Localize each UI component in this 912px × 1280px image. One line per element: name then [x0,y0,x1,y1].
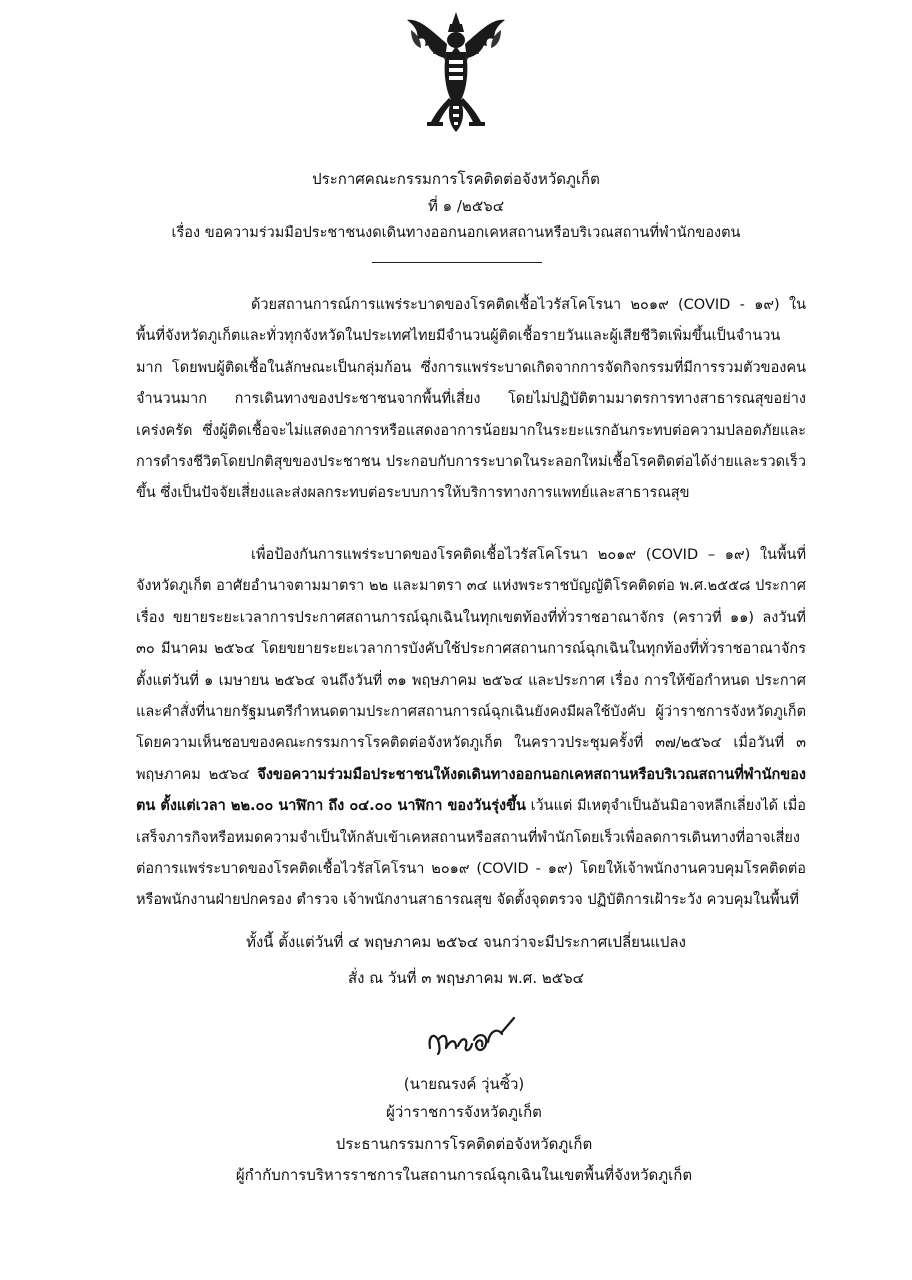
paragraph-2-intro: เพื่อป้องกันการแพร่ระบาดของโรคติดเชื้อไวรัสโคโรนา ๒๐๑๙ (COVID – ๑๙) ในพื้นที่จังหวัดภูเก็ต อาศัยอำนาจตามมาตรา ๒๒ และมาตรา ๓๔ แห่งพระราชบัญญัติโรคติดต่อ พ.ศ.๒๕๕๘ ประกาศ เรื่อง ขยายระยะเวลาการประกาศสถานการณ์ฉุกเฉินในทุกเขตท้องที่ทั่วราชอาณาจักร (คราวที่ ๑๑) ลงวันที่ ๓๐ มีนาคม ๒๕๖๔ โดยขยายระยะเวลาการบังคับใช้ประกาศสถานการณ์ฉุกเฉินในทุกท้องที่ทั่วราชอาณาจักร ตั้งแต่วันที่ ๑ เมษายน ๒๕๖๔ จนถึงวันที่ ๓๑ พฤษภาคม ๒๕๖๔ และประกาศ เรื่อง การให้ข้อกำหนด ประกาศ และคำสั่งที่นายกรัฐมนตรีกำหนดตามประกาศสถานการณ์ฉุกเฉินยังคงมีผลใช้บังคับ ผู้ว่าราชการจังหวัดภูเก็ต โดยความเห็นชอบของคณะกรรมการโรคติดต่อจังหวัดภูเก็ต ในคราวประชุมครั้งที่ ๓๗/๒๕๖๔ เมื่อวันที่ ๓ พฤษภาคม ๒๕๖๔ [136,547,806,783]
paragraph-2-conditions: เว้นแต่ มีเหตุจำเป็นอันมิอาจหลีกเลี่ยงได้ เมื่อเสร็จภารกิจหรือหมดความจำเป็นให้กลับเข้าเคหสถานหรือสถานที่พำนักโดยเร็วเพื่อลดการเดินทางที่อาจเสี่ยงต่อการแพร่ระบาดของโรคติดเชื้อไวรัสโคโรนา ๒๐๑๙ (COVID - ๑๙) โดยให้เจ้าพนักงานควบคุมโรคติดต่อ หรือพนักงานฝ่ายปกครอง ตำรวจ เจ้าพนักงานสาธารณสุข จัดตั้งจุดตรวจ ปฏิบัติการเฝ้าระวัง ควบคุมในพื้นที่ [136,798,806,909]
paragraph-2 [136,540,806,917]
garuda-emblem-icon [401,10,511,135]
signatory-name: (นายณรงค์ วุ่นซิ้ว) [403,1075,525,1093]
issue-date-line: สั่ง ณ วันที่ ๓ พฤษภาคม พ.ศ. ๒๕๖๔ [348,969,584,987]
paragraph-1-block [136,290,806,510]
signatory-position-chairman: ประธานกรรมการโรคติดต่อจังหวัดภูเก็ต [335,1135,593,1153]
signatory-position-governor: ผู้ว่าราชการจังหวัดภูเก็ต [386,1103,542,1121]
paragraph-1: ด้วยสถานการณ์การแพร่ระบาดของโรคติดเชื้อไวรัสโคโรนา ๒๐๑๙ (COVID - ๑๙) ในพื้นที่จังหวัดภูเก็ตและทั่วทุกจังหวัดในประเทศไทยมีจำนวนผู้ติดเชื้อรายวันและผู้เสียชีวิตเพิ่มขึ้นเป็นจำนวนมาก โดยพบผู้ติดเชื้อในลักษณะเป็นกลุ่มก้อน ซึ่งการแพร่ระบาดเกิดจากการจัดกิจกรรมที่มีการรวมตัวของคนจำนวนมาก การเดินทางของประชาชนจากพื้นที่เสี่ยง โดยไม่ปฏิบัติตามมาตรการทางสาธารณสุขอย่างเคร่งครัด ซึ่งผู้ติดเชื้อจะไม่แสดงอาการหรือแสดงอาการน้อยมากในระยะแรกอันกระทบต่อความปลอดภัยและการดำรงชีวิตโดยปกติสุขของประชาชน ประกอบกับการระบาดในระลอกใหม่เชื้อโรคติดต่อได้ง่ายและรวดเร็วขึ้น ซึ่งเป็นปัจจัยเสี่ยงและส่งผลกระทบต่อระบบการให้บริการทางการแพทย์และสาธารณสุข [136,297,806,502]
announcement-subject: เรื่อง ขอความร่วมมือประชาชนงดเดินทางออกนอกเคหสถานหรือบริเวณสถานที่พำนักของตน [171,225,741,241]
effective-date-line: ทั้งนี้ ตั้งแต่วันที่ ๔ พฤษภาคม ๒๕๖๔ จนกว่าจะมีประกาศเปลี่ยนแปลง [246,933,686,951]
announcement-number: ที่ ๑ /๒๕๖๔ [427,197,505,215]
announcement-title: ประกาศคณะกรรมการโรคติดต่อจังหวัดภูเก็ต [312,170,600,188]
signatory-position-supervisor: ผู้กำกับการบริหารราชการในสถานการณ์ฉุกเฉินในเขตพื้นที่จังหวัดภูเก็ต [235,1166,693,1184]
paragraph-2-request-bold: จึงขอความร่วมมือประชาชนให้งดเดินทางออกนอกเคหสถานหรือบริเวณสถานที่พำนักของตน ตั้งแต่เวลา ๒๒.๐๐ นาฬิกา ถึง ๐๔.๐๐ นาฬิกา ของวันรุ่งขึ้น [136,766,806,815]
paragraph-2-block [136,540,806,917]
signature-image [418,1010,528,1065]
title-divider [372,262,542,263]
